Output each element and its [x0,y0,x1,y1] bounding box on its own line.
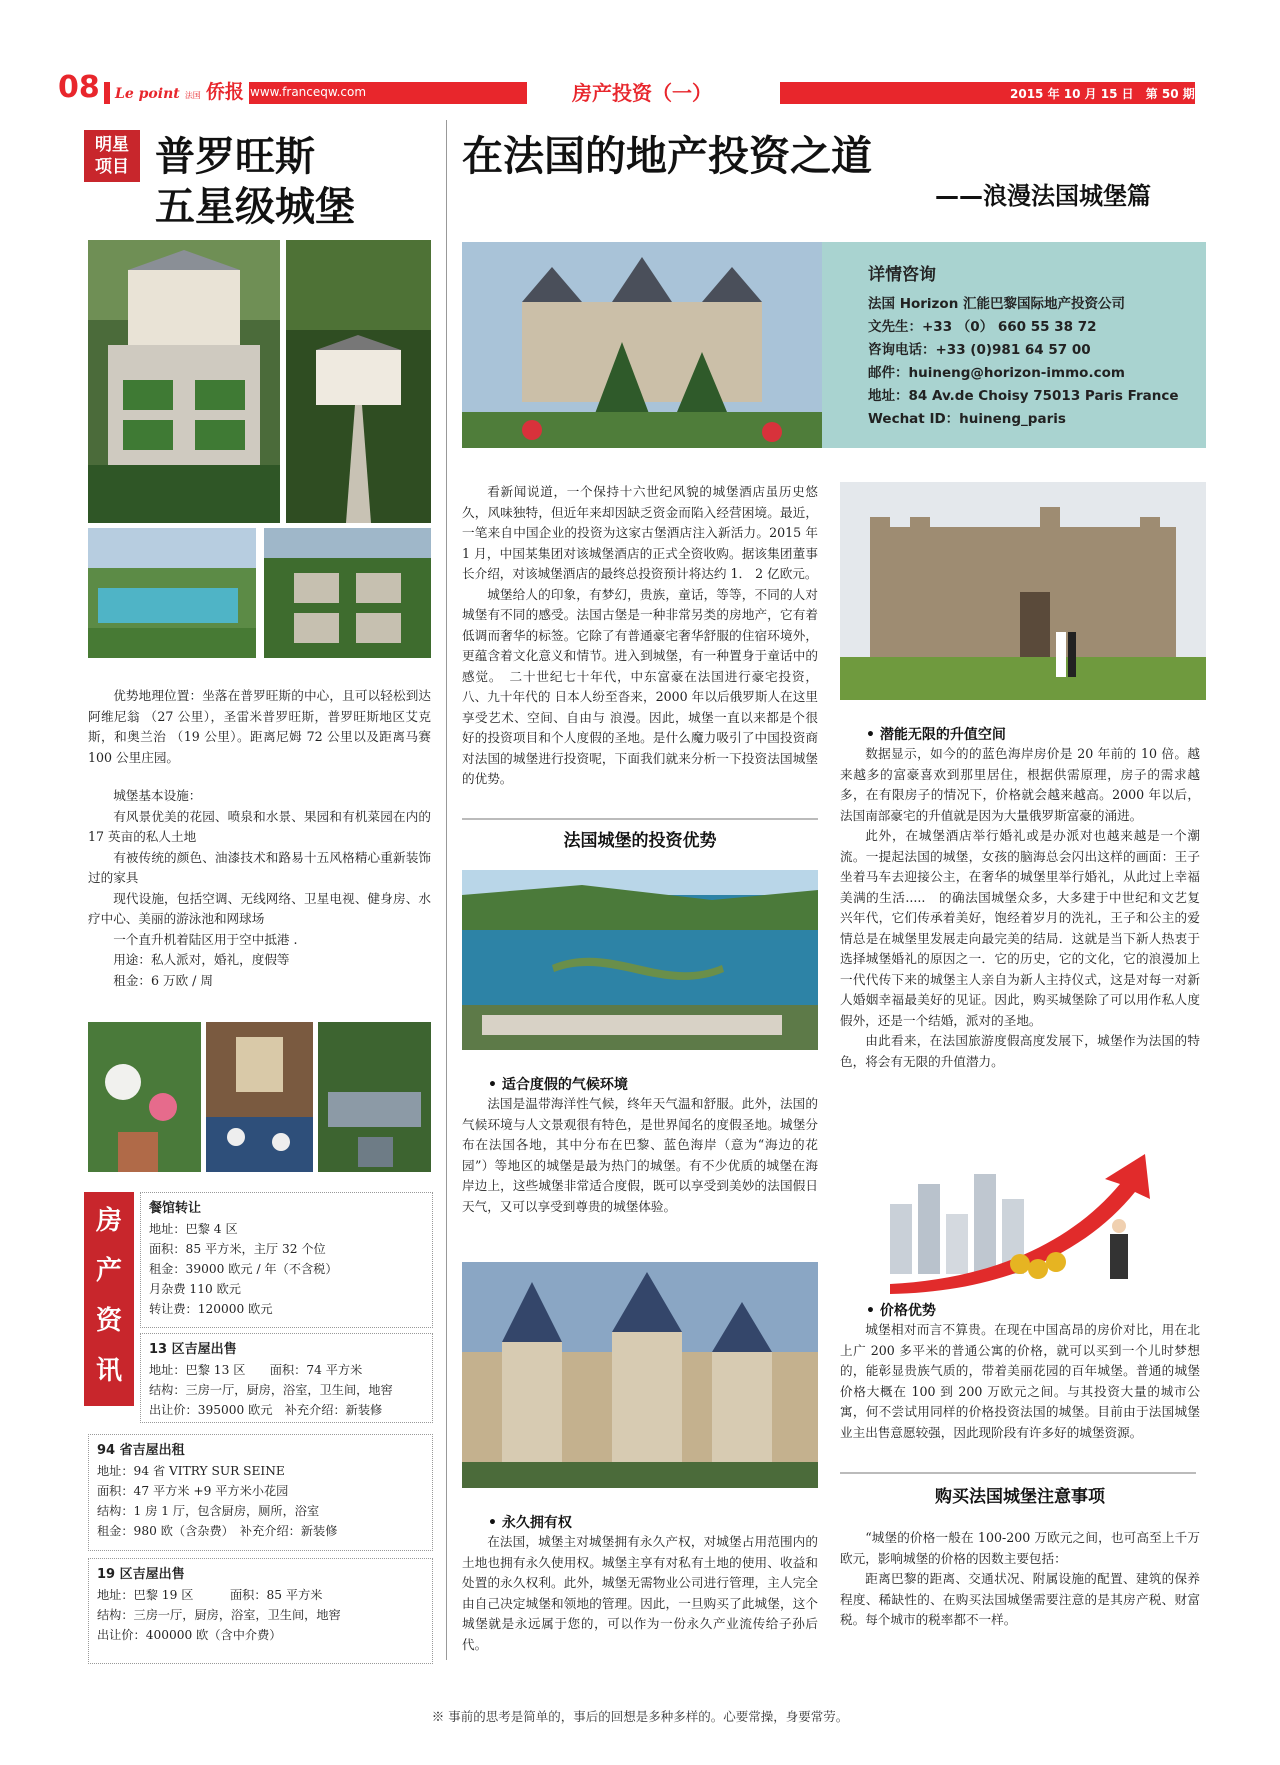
news-badge-char: 讯 [95,1356,122,1386]
intro-paragraph: 城堡给人的印象，有梦幻，贵族，童话，等等，不同的人对城堡有不同的感受。法国古堡是一种非常另类的房地产，它有着低调而奢华的标签。它除了有普通豪宅奢华舒服的住宿环境外，更蕴含着文化意义和情节。进入到城堡，有一种置身于童话中的感觉。 二十世纪七十年代，中东富豪在法国进行豪宅投资，八、九十年代的 日本人纷至沓来，2000 年以后俄罗斯人在这里享受艺术、空间、自由与 浪漫。因此，城堡一直以来都是个很好的投资项目和个人度假的圣地。是什么魔力吸引了中国投资商对法国的城堡进行投资呢，下面我们就来分析一下投资法国城堡的优势。 [462,586,818,786]
growth-arrow-illustration [870,1144,1180,1294]
appreciation-paragraph: 此外，在城堡酒店举行婚礼或是办派对也越来越是一个潮流。一提起法国的城堡，女孩的脑海总会闪出这样的画面：王子坐着马车去迎接公主，在奢华的城堡里举行婚礼，从此过上幸福美满的生活..... 的确法国城堡众多，大多建于中世纪和文艺复兴年代，它们传承着美好，饱经着岁月的洗礼，王子和公主的爱情总是在城堡里发展走向最完美的结局．这就是当下新人热衷于选择城堡婚礼的原因之一．它的历史，它的文化，它的浪漫加上一代代传下来的城堡主人亲自为新人主持仪式，这是对每一对新人婚姻幸福最美好的见证。因此，购买城堡除了可以用作私人度假外，还是一个结婚，派对的圣地。 [840,828,1200,1028]
appreciation-section [840,724,1200,1072]
column-divider [446,120,447,1660]
listing-line: 结构：三房一厅，厨房，浴室，卫生间，地窖 [149,1383,393,1397]
climate-text: 法国是温带海洋性气候，终年天气温和舒服。此外，法国的气候环境与人文景观很有特色，是世界闻名的度假圣地。城堡分布在法国各地，其中分布在巴黎、蓝色海岸（意为“海边的花园”）等地区的城堡是最为热门的城堡。有不少优质的城堡在海岸边上，这些城堡非常适合度假，既可以享受到美妙的法国假日天气，又可以享受到尊贵的城堡体验。 [462,1096,818,1214]
listing-title: 13 区吉屋出售 [149,1342,237,1357]
header-date-issue: 2015 年 10 月 15 日 第 50 期 [1010,87,1195,101]
intro-text [462,482,818,790]
appreciation-paragraph: 数据显示，如今的的蓝色海岸房价是 20 年前的 10 倍。越来越多的富豪喜欢到那里居住，根据供需原理，房子的需求越多，在有限房子的情况下，价格就会越来越高。2000 年以后，法国南部豪宅的升值就是因为大量俄罗斯富豪的涌进。 [840,746,1200,823]
contact-email: 邮件：huineng@horizon-immo.com [868,365,1125,381]
listing-line: 结构：1 房 1 厅，包含厨房，厕所，浴室 [97,1504,320,1518]
news-badge-char: 资 [95,1306,122,1336]
chateau-avenue-photo [286,240,431,523]
listing-restaurant-transfer [140,1192,433,1328]
section-rule [840,1472,1196,1474]
article-subtitle: ——浪漫法国城堡篇 [935,182,1151,210]
appreciation-heading: • 潜能无限的升值空间 [866,727,1006,743]
price-body [840,1320,1200,1443]
footer-motto: ※ 事前的思考是简单的，事后的回想是多种多样的。心要常操，身要常劳。 [431,1709,849,1724]
terrace-photo [318,1022,431,1172]
price-heading: • 价格优势 [866,1303,936,1319]
ownership-text: 在法国，城堡主对城堡拥有永久产权，对城堡占用范围内的土地也拥有永久使用权。城堡主享有对私有土地的使用、收益和处置的永久权利。此外，城堡无需物业公司进行管理，主人完全由自己决定城堡和领地的管理。因此，一旦购买了此城堡，这个城堡就是永远属于您的，可以作为一份永久产业流传给子孙后代。 [462,1534,818,1652]
listing-line: 租金：980 欧（含杂费） 补充介绍：新装修 [97,1524,338,1538]
page-number: 08 [58,70,100,105]
notes-title: 购买法国城堡注意事项 [935,1487,1105,1507]
listing-line: 面积：85 平方米，主厅 32 个位 [149,1242,326,1256]
listing-94-rent [88,1434,433,1551]
appreciation-body [840,744,1200,1072]
section-rule [462,818,818,820]
ownership-section [462,1512,818,1655]
header-url: www.franceqw.com [250,85,367,99]
contact-person: 文先生：+33 （0） 660 55 38 72 [868,319,1097,335]
climate-section [462,1074,818,1217]
facility-item: 有风景优美的花园、喷泉和水景、果园和有机菜园在内的 17 英亩的私人土地 [88,808,431,844]
chateau-topiary-photo [462,242,822,448]
price-text: 城堡相对而言不算贵。在现在中国高昂的房价对比，用在北上广 200 多平米的普通公寓的价格，就可以买到一个儿时梦想的，能彰显贵族气质的，带着美丽花园的百年城堡。普通的城堡价格大概在 100 到 200 万欧元之间。与其投资大量的城市公寓，何不尝试用同样的价格投资法国的城堡。目前由于法国城堡业主出售意愿较强，因此现阶段有许多好的城堡资源。 [840,1322,1200,1440]
chateau-towers-photo [462,1262,818,1488]
coastline-photo [462,870,818,1050]
price-section [840,1300,1200,1443]
listing-title: 19 区吉屋出售 [97,1567,185,1582]
badge-line-1: 明星 [95,135,129,155]
left-title-line1: 普罗旺斯 [155,134,315,180]
page-header [0,72,1280,112]
facility-item: 现代设施，包括空调、无线网络、卫星电视、健身房、水疗中心、美丽的游泳池和网球场 [88,890,431,926]
listing-title: 94 省吉屋出租 [97,1443,185,1458]
listing-line: 转让费：120000 欧元 [149,1302,273,1316]
castle-wedding-photo [840,482,1206,700]
listing-line: 面积：47 平方米 +9 平方米小花园 [97,1484,289,1498]
facilities-block [88,786,431,991]
listing-line: 结构：三房一厅，厨房，浴室，卫生间，地窖 [97,1608,341,1622]
listing-line: 出让价：400000 欧（含中介费） [97,1628,282,1642]
contact-company: 法国 Horizon 汇能巴黎国际地产投资公司 [868,296,1126,312]
property-news-badge [84,1192,134,1406]
notes-text [840,1528,1200,1631]
contact-box [822,242,1206,448]
usage-line: 用途：私人派对，婚礼，度假等 [113,952,290,967]
logo-small: 法国 [184,91,201,100]
listing-line: 月杂费 110 欧元 [149,1282,241,1296]
star-project-badge [84,130,140,182]
listing-paris13-sale [140,1333,433,1423]
location-paragraph [88,686,431,768]
notes-paragraph: “城堡的价格一般在 100-200 万欧元之间，也可高至上千万欧元，影响城堡的价格的因数主要包括： [840,1530,1200,1566]
logo-latin: Le point [115,86,180,102]
ownership-body [462,1532,818,1655]
listing-title: 餐馆转让 [149,1201,202,1216]
appreciation-paragraph: 由此看来，在法国旅游度假高度发展下，城堡作为法国的特色，将会有无限的升值潜力。 [840,1033,1200,1069]
pool-photo [88,528,256,658]
contact-wechat: Wechat ID：huineng_paris [868,411,1066,427]
newspaper-logo [110,77,249,107]
listing-line: 出让价：395000 欧元 补充介绍：新装修 [149,1403,383,1417]
left-title-line2: 五星级城堡 [155,184,355,230]
climate-body [462,1094,818,1217]
facility-item: 有被传统的颜色、油漆技术和路易十五风格精心重新装饰过的家具 [88,849,431,885]
chateau-aerial-photo [88,240,280,523]
climate-heading: • 适合度假的气候环境 [488,1077,628,1093]
listing-line: 地址：94 省 VITRY SUR SEINE [97,1464,285,1478]
ownership-heading: • 永久拥有权 [488,1515,572,1531]
garden-photo [264,528,431,658]
notes-paragraph: 距离巴黎的距离、交通状况、附属设施的配置、建筑的保养程度、稀缺性的、在购买法国城堡需要注意的是其房产税、财富税。每个城市的税率都不一样。 [840,1571,1200,1627]
article-title: 在法国的地产投资之道 [462,132,872,180]
intro-paragraph: 看新闻说道，一个保持十六世纪风貌的城堡酒店虽历史悠久，风味独特，但近年来却因缺乏资金而陷入经营困境。最近，一笔来自中国企业的投资为这家古堡酒店注入新活力。2015 年 1 月，中国某集团对该城堡酒店的正式全资收购。据该集团董事长介绍，对该城堡酒店的最终总投资预计将达约 1． 2 亿欧元。 [462,484,818,581]
logo-cn: 侨报 [205,81,244,103]
listing-line: 租金：39000 欧元 / 年（不含税） [149,1262,338,1276]
contact-heading: 详情咨询 [868,265,936,285]
contact-address: 地址：84 Av.de Choisy 75013 Paris France [868,388,1179,404]
listing-line: 地址：巴黎 13 区 面积：74 平方米 [149,1363,363,1377]
listing-paris19-sale [88,1558,433,1664]
rent-line: 租金：6 万欧 / 周 [113,972,214,988]
badge-line-2: 项目 [95,157,129,177]
contact-phone: 咨询电话：+33 (0)981 64 57 00 [868,342,1091,358]
news-badge-char: 产 [95,1256,122,1286]
listing-line: 地址：巴黎 19 区 面积：85 平方米 [97,1588,323,1602]
advantages-title: 法国城堡的投资优势 [563,831,717,851]
listing-line: 地址：巴黎 4 区 [149,1222,238,1236]
news-badge-char: 房 [95,1206,122,1236]
facility-item: 一个直升机着陆区用于空中抵港 . [113,931,298,947]
dining-room-photo [206,1022,313,1172]
section-title: 房产投资（一） [572,81,712,105]
location-text: 优势地理位置：坐落在普罗旺斯的中心，且可以轻松到达阿维尼翁 （27 公里），圣雷米普罗旺斯，普罗旺斯地区艾克斯，和奥兰治 （19 公里）。距离尼姆 72 公里以及距离马赛 100 公里庄园。 [88,688,431,765]
flowers-photo [88,1022,201,1172]
facilities-title: 城堡基本设施： [113,788,202,803]
